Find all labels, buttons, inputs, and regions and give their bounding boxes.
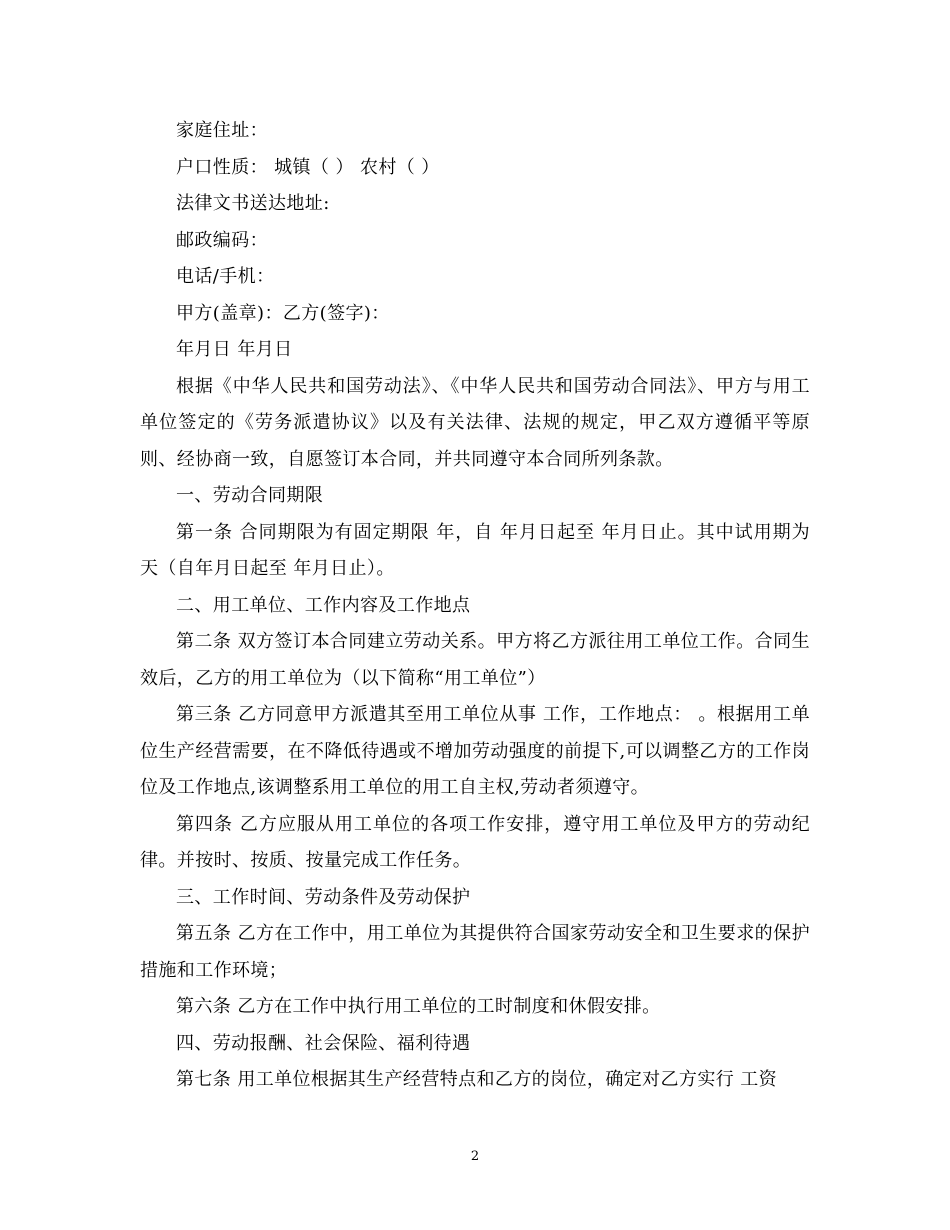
article-paragraph: 第二条 双方签订本合同建立劳动关系。甲方将乙方派往用工单位工作。合同生效后，乙方的用工单位为（以下简称“用工单位”） bbox=[140, 631, 810, 689]
page-number: 2 bbox=[470, 1149, 480, 1164]
article-paragraph: 第四条 乙方应服从用工单位的各项工作安排，遵守用工单位及甲方的劳动纪律。并按时、按质、按量完成工作任务。 bbox=[140, 813, 810, 871]
section-heading: 一、劳动合同期限 bbox=[176, 485, 324, 506]
section-heading: 三、工作时间、劳动条件及劳动保护 bbox=[176, 886, 471, 908]
article-paragraph: 第三条 乙方同意甲方派遣其至用工单位从事 工作，工作地点： 。根据用工单位生产经营需要，在不降低待遇或不增加劳动强度的前提下,可以调整乙方的工作岗位及工作地点,该调整系用工单位的用工自主权,劳动者须遵守。 bbox=[140, 704, 810, 798]
signature-line: 甲方(盖章)：乙方(签字)： bbox=[176, 302, 390, 324]
article-paragraph: 第一条 合同期限为有固定期限 年，自 年月日起至 年月日止。其中试用期为 天（自年月日起至 年月日止）。 bbox=[140, 521, 810, 579]
section-heading: 二、用工单位、工作内容及工作地点 bbox=[176, 594, 471, 616]
article-paragraph: 第五条 乙方在工作中，用工单位为其提供符合国家劳动安全和卫生要求的保护措施和工作环境； bbox=[140, 923, 810, 981]
field-home-address: 家庭住址： bbox=[176, 120, 268, 141]
field-legal-service-address: 法律文书送达地址: bbox=[176, 193, 330, 214]
article-paragraph: 第六条 乙方在工作中执行用工单位的工时制度和休假安排。 bbox=[176, 996, 661, 1017]
field-household-type: 户口性质： 城镇（ ） 农村（ ） bbox=[176, 156, 440, 178]
preamble-paragraph: 根据《中华人民共和国劳动法》、《中华人民共和国劳动合同法》、甲方与用工单位签定的《劳务派遣协议》以及有关法律、法规的规定，甲乙双方遵循平等原则、经协商一致，自愿签订本合同，并共同遵守本合同所列条款。 bbox=[140, 375, 810, 470]
field-postal-code: 邮政编码： bbox=[176, 229, 268, 251]
section-heading: 四、劳动报酬、社会保险、福利待遇 bbox=[176, 1032, 471, 1054]
field-phone: 电话/手机： bbox=[176, 266, 275, 287]
document-body bbox=[140, 113, 810, 1099]
date-line: 年月日 年月日 bbox=[176, 339, 293, 360]
article-paragraph: 第七条 用工单位根据其生产经营特点和乙方的岗位，确定对乙方实行 工资 bbox=[176, 1069, 778, 1090]
